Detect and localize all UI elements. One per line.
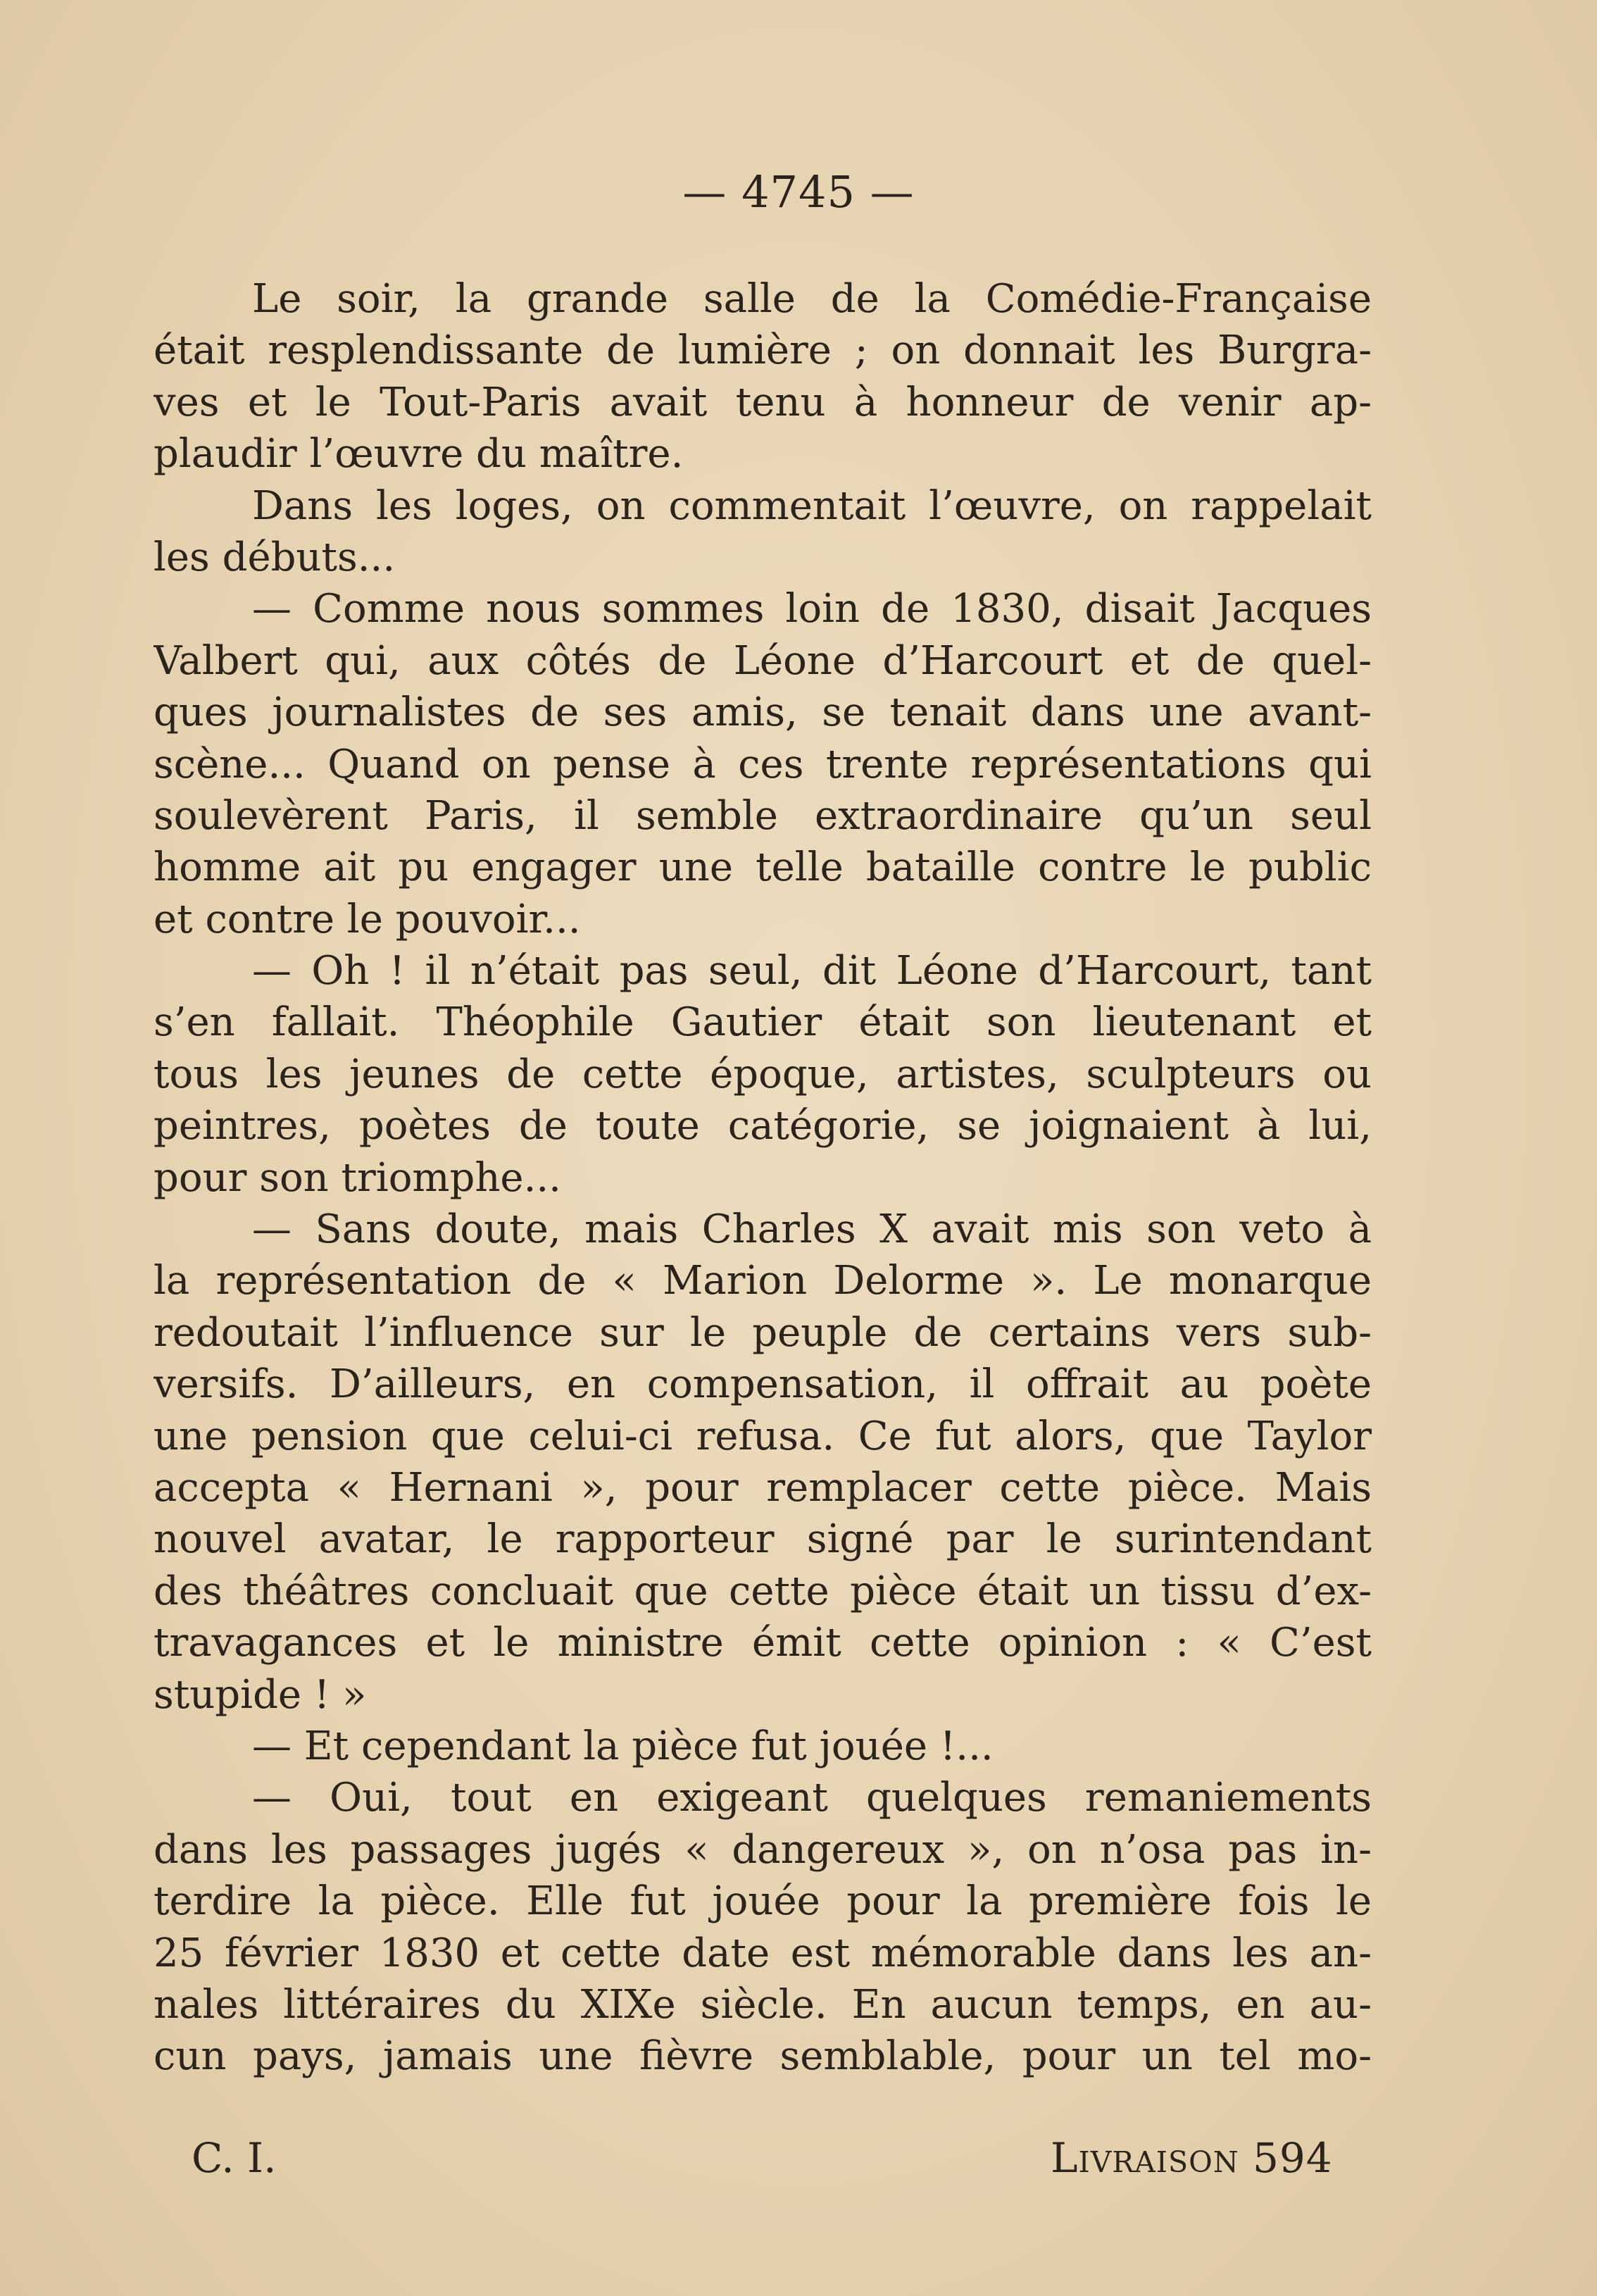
text-line: cun pays, jamais une fièvre semblable, pour un tel mo- — [154, 2033, 1372, 2080]
text-line: une pension que celui-ci refusa. Ce fut alors, que Taylor — [154, 1413, 1372, 1459]
text-line: ques journalistes de ses amis, se tenait dans une avant- — [154, 690, 1372, 736]
text-line: s’en fallait. Théophile Gautier était son lieutenant et — [154, 999, 1372, 1046]
text-line: travagances et le ministre émit cette opinion : « C’est — [154, 1620, 1372, 1666]
text-line: redoutait l’influence sur le peuple de certains vers sub- — [154, 1309, 1372, 1356]
text-line: était resplendissante de lumière ; on donnait les Burgra- — [154, 327, 1372, 374]
text-line: 25 février 1830 et cette date est mémorable dans les an- — [154, 1930, 1372, 1976]
text-line: soulevèrent Paris, il semble extraordinaire qu’un seul — [154, 792, 1372, 839]
text-line: Valbert qui, aux côtés de Léone d’Harcourt et de quel- — [154, 637, 1372, 684]
text-line: tous les jeunes de cette époque, artistes, sculpteurs ou — [154, 1051, 1372, 1097]
text-line: — Comme nous sommes loin de 1830, disait Jacques — [252, 586, 1372, 632]
text-line: — Oh ! il n’était pas seul, dit Léone d’Harcourt, tant — [252, 948, 1372, 994]
text-line: — Sans doute, mais Charles X avait mis son veto à — [252, 1206, 1372, 1253]
text-line: versifs. D’ailleurs, en compensation, il offrait au poète — [154, 1361, 1372, 1408]
text-line: nales littéraires du XIXe siècle. En aucun temps, en au- — [154, 1981, 1372, 2028]
text-line: ves et le Tout-Paris avait tenu à honneur de venir ap- — [154, 379, 1372, 425]
body-text — [154, 273, 1372, 2083]
text-line: — Oui, tout en exigeant quelques remaniements — [252, 1775, 1372, 1821]
text-line: dans les passages jugés « dangereux », on n’osa pas in- — [154, 1826, 1372, 1873]
text-line: Dans les loges, on commentait l’œuvre, on rappelait — [252, 482, 1372, 529]
text-line: plaudir l’œuvre du maître. — [154, 431, 684, 478]
text-line: la représentation de « Marion Delorme ». Le monarque — [154, 1258, 1372, 1304]
text-line: Le soir, la grande salle de la Comédie-Française — [252, 276, 1372, 322]
text-line: des théâtres concluait que cette pièce était un tissu d’ex- — [154, 1568, 1372, 1614]
text-line: nouvel avatar, le rapporteur signé par le surintendant — [154, 1516, 1372, 1563]
text-line: les débuts... — [154, 534, 396, 580]
text-line: accepta « Hernani », pour remplacer cette pièce. Mais — [154, 1464, 1372, 1511]
text-line: pour son triomphe... — [154, 1154, 561, 1201]
text-line: stupide ! » — [154, 1671, 367, 1718]
text-line: terdire la pièce. Elle fut jouée pour la première fois le — [154, 1878, 1372, 1925]
text-line: et contre le pouvoir... — [154, 896, 581, 942]
text-line: — Et cependant la pièce fut jouée !... — [252, 1723, 994, 1769]
text-line: scène... Quand on pense à ces trente représentations qui — [154, 741, 1372, 787]
footer-livraison: Livraison 594 — [1051, 2134, 1333, 2182]
footer-signature: C. I. — [192, 2134, 277, 2182]
page-number: — 4745 — — [682, 166, 915, 218]
text-line: homme ait pu engager une telle bataille contre le public — [154, 844, 1372, 891]
text-line: peintres, poètes de toute catégorie, se joignaient à lui, — [154, 1103, 1372, 1149]
